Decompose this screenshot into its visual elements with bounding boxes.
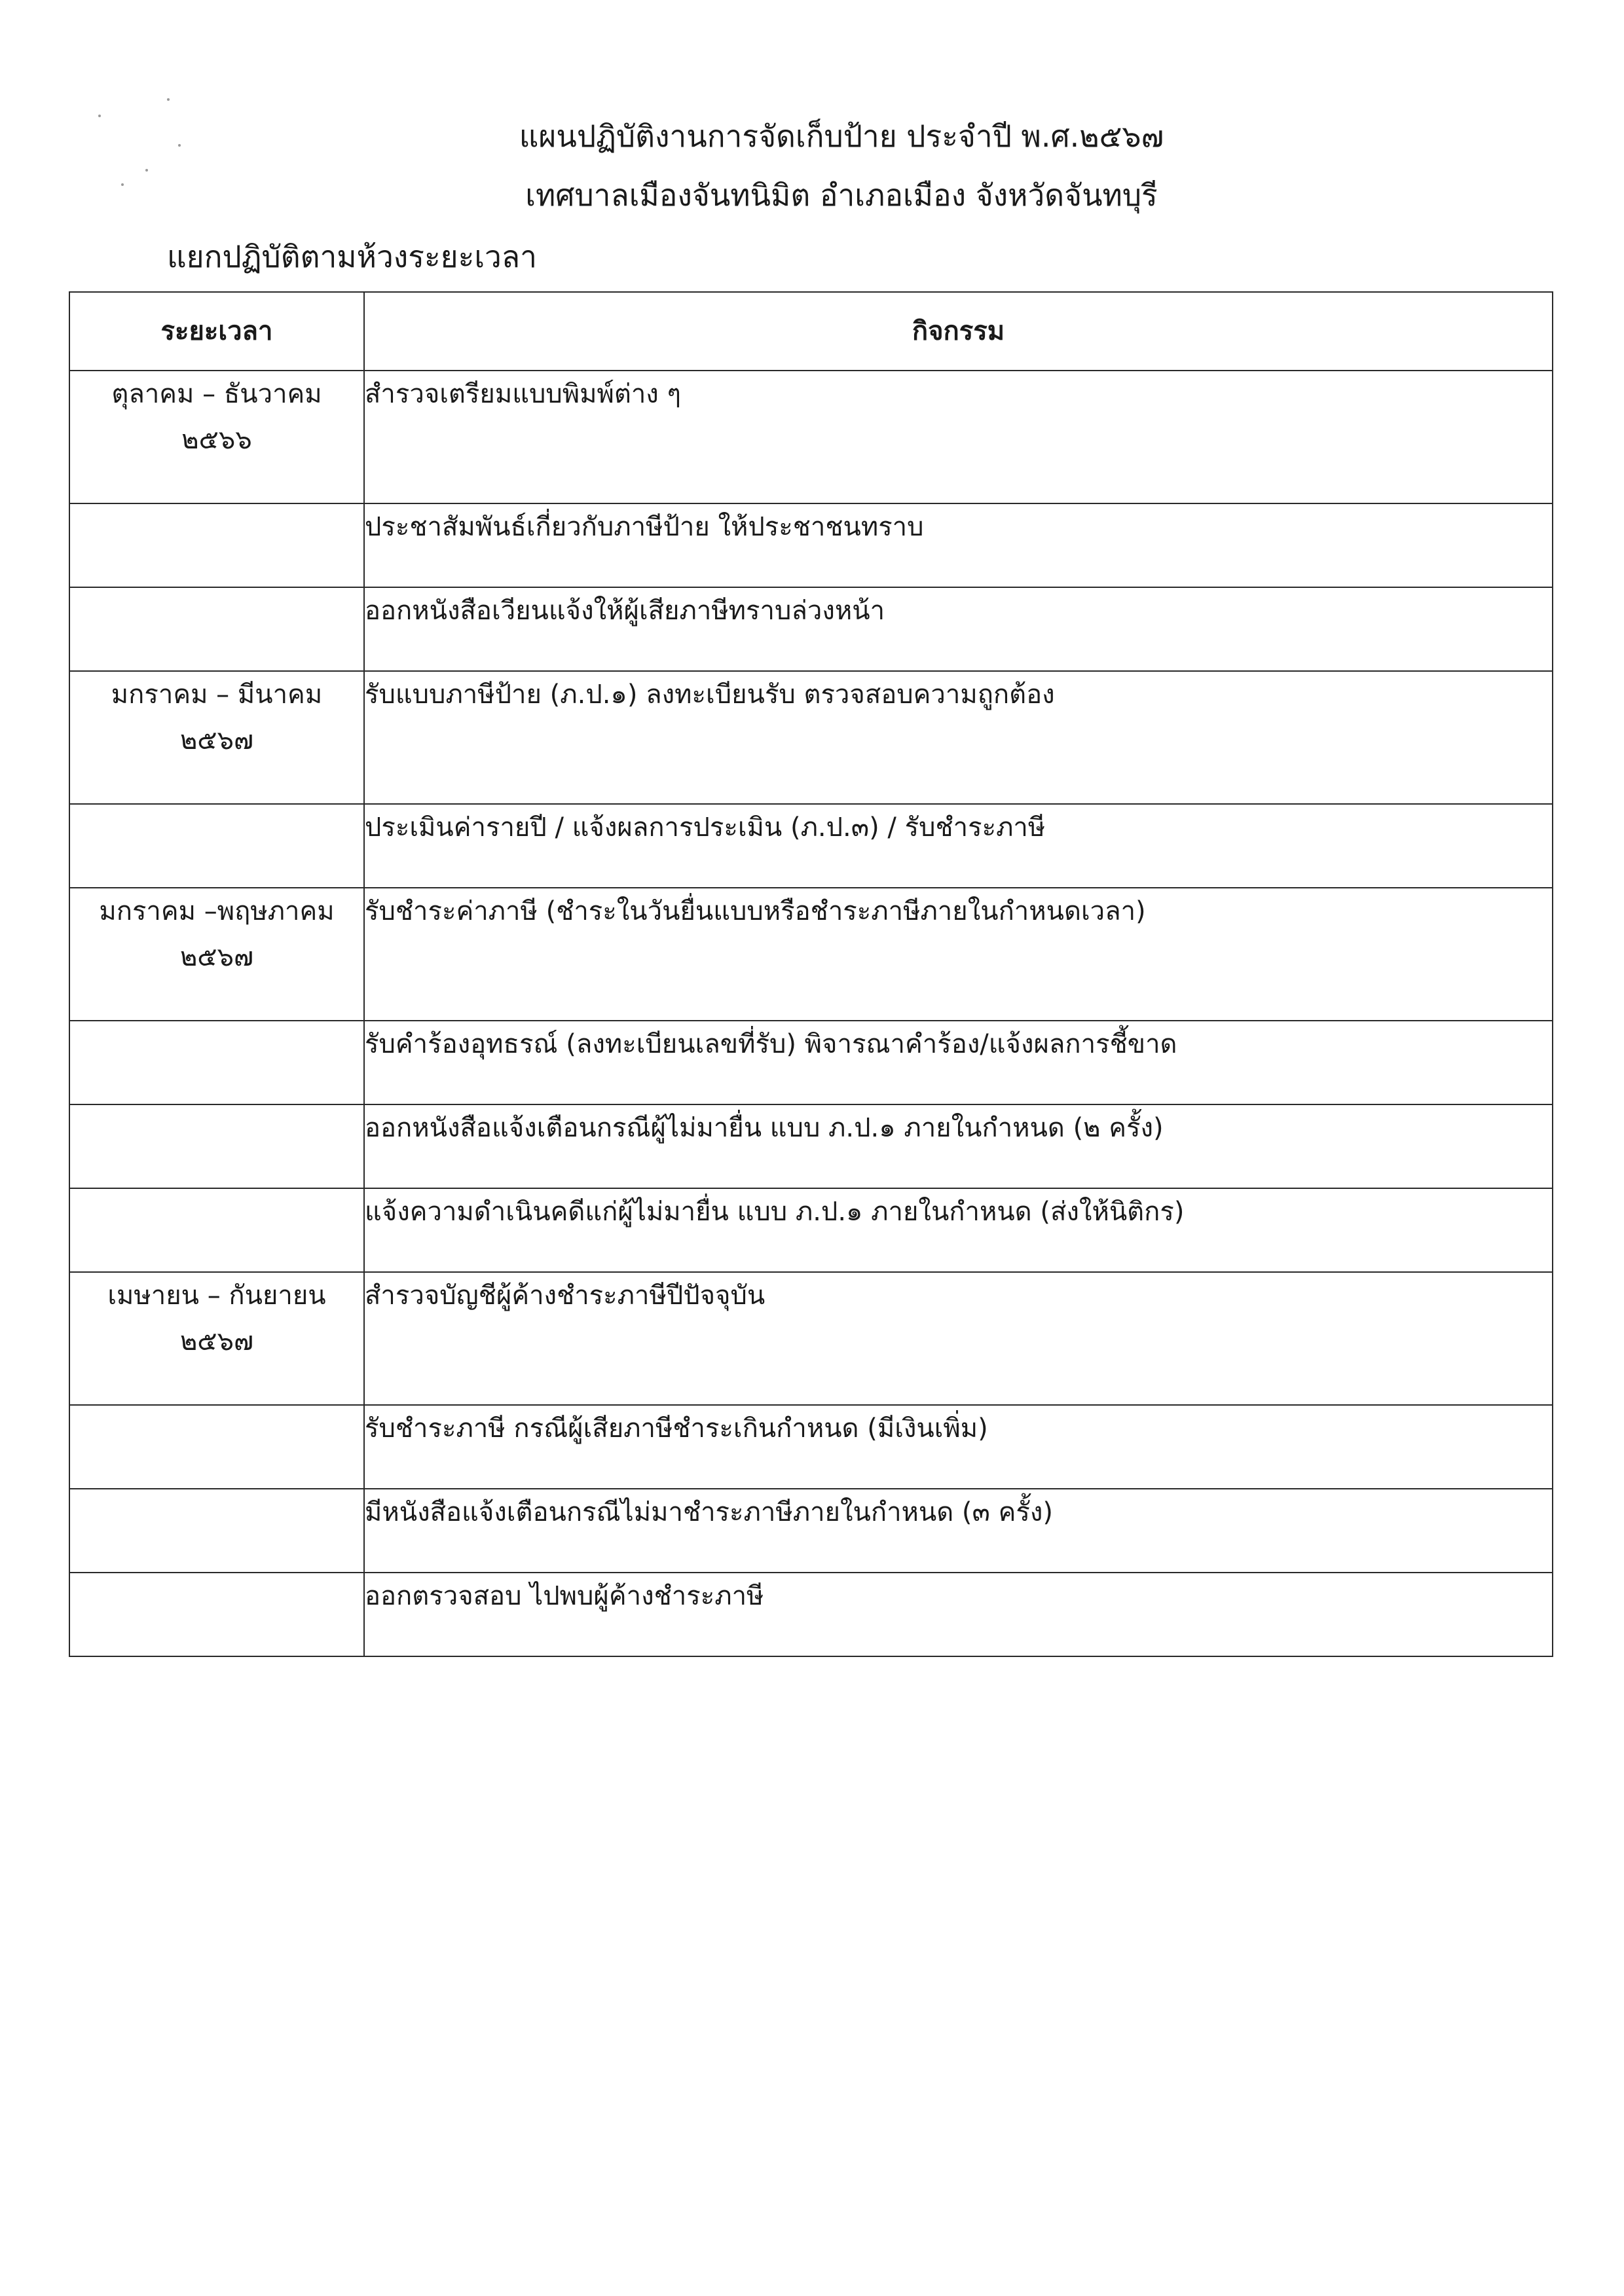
activity-cell: ออกหนังสือแจ้งเตือนกรณีผู้ไม่มายื่น แบบ ภ.ป.๑ ภายในกำหนด (๒ ครั้ง) — [364, 1104, 1553, 1188]
activity-cell: รับคำร้องอุทธรณ์ (ลงทะเบียนเลขที่รับ) พิจารณาคำร้อง/แจ้งผลการชี้ขาด — [364, 1021, 1553, 1104]
period-months: เมษายน – กันยายน — [107, 1281, 326, 1311]
scan-speck — [167, 98, 170, 101]
table-row — [69, 671, 1553, 804]
table-row — [69, 1188, 1553, 1272]
activity-cell: รับชำระภาษี กรณีผู้เสียภาษีชำระเกินกำหนด (มีเงินเพิ่ม) — [364, 1405, 1553, 1489]
scan-speck — [145, 169, 148, 172]
activity-schedule-table — [69, 291, 1553, 1657]
period-months: มกราคม – มีนาคม — [111, 680, 323, 710]
period-months: ตุลาคม – ธันวาคม — [111, 379, 322, 409]
table-row — [69, 1021, 1553, 1104]
period-cell — [69, 587, 364, 671]
activity-cell: ประเมินค่ารายปี / แจ้งผลการประเมิน (ภ.ป.๓) / รับชำระภาษี — [364, 804, 1553, 888]
table-row — [69, 371, 1553, 503]
activity-cell: รับชำระค่าภาษี (ชำระในวันยื่นแบบหรือชำระภาษีภายในกำหนดเวลา) — [364, 888, 1553, 1021]
activity-cell: สำรวจบัญชีผู้ค้างชำระภาษีปีปัจจุบัน — [364, 1272, 1553, 1405]
period-cell — [69, 671, 364, 804]
activity-cell: รับแบบภาษีป้าย (ภ.ป.๑) ลงทะเบียนรับ ตรวจสอบความถูกต้อง — [364, 671, 1553, 804]
activity-cell: มีหนังสือแจ้งเตือนกรณีไม่มาชำระภาษีภายในกำหนด (๓ ครั้ง) — [364, 1489, 1553, 1573]
period-year: ๒๕๖๖ — [181, 425, 252, 455]
period-months: มกราคม –พฤษภาคม — [99, 896, 335, 926]
activity-cell: ประชาสัมพันธ์เกี่ยวกับภาษีป้าย ให้ประชาชนทราบ — [364, 503, 1553, 587]
table-row — [69, 1104, 1553, 1188]
period-cell — [69, 1573, 364, 1656]
document-organization: เทศบาลเมืองจันทนิมิต อำเภอเมือง จังหวัดจันทบุรี — [525, 177, 1158, 213]
table-row — [69, 1405, 1553, 1489]
table-row — [69, 587, 1553, 671]
period-cell — [69, 1272, 364, 1405]
activity-cell: ออกหนังสือเวียนแจ้งให้ผู้เสียภาษีทราบล่วงหน้า — [364, 587, 1553, 671]
period-year: ๒๕๖๗ — [179, 942, 254, 972]
period-year: ๒๕๖๗ — [179, 1326, 254, 1357]
period-cell — [69, 1405, 364, 1489]
table-row — [69, 1573, 1553, 1656]
table-row — [69, 1489, 1553, 1573]
period-cell — [69, 503, 364, 587]
column-header-activity: กิจกรรม — [364, 292, 1553, 371]
period-cell — [69, 371, 364, 503]
activity-cell: สำรวจเตรียมแบบพิมพ์ต่าง ๆ — [364, 371, 1553, 503]
period-cell — [69, 888, 364, 1021]
document-subtitle: แยกปฏิบัติตามห้วงระยะเวลา — [167, 239, 537, 274]
table-row — [69, 1272, 1553, 1405]
period-cell — [69, 1104, 364, 1188]
table-header-row — [69, 292, 1553, 371]
column-header-period: ระยะเวลา — [69, 292, 364, 371]
table-row — [69, 503, 1553, 587]
period-year: ๒๕๖๗ — [179, 725, 254, 756]
period-cell — [69, 1188, 364, 1272]
table-row — [69, 888, 1553, 1021]
period-cell — [69, 1021, 364, 1104]
period-cell — [69, 804, 364, 888]
document-title: แผนปฏิบัติงานการจัดเก็บป้าย ประจำปี พ.ศ.๒๕๖๗ — [519, 118, 1164, 154]
activity-cell: ออกตรวจสอบ ไปพบผู้ค้างชำระภาษี — [364, 1573, 1553, 1656]
activity-cell: แจ้งความดำเนินคดีแก่ผู้ไม่มายื่น แบบ ภ.ป.๑ ภายในกำหนด (ส่งให้นิติกร) — [364, 1188, 1553, 1272]
table-row — [69, 804, 1553, 888]
period-cell — [69, 1489, 364, 1573]
